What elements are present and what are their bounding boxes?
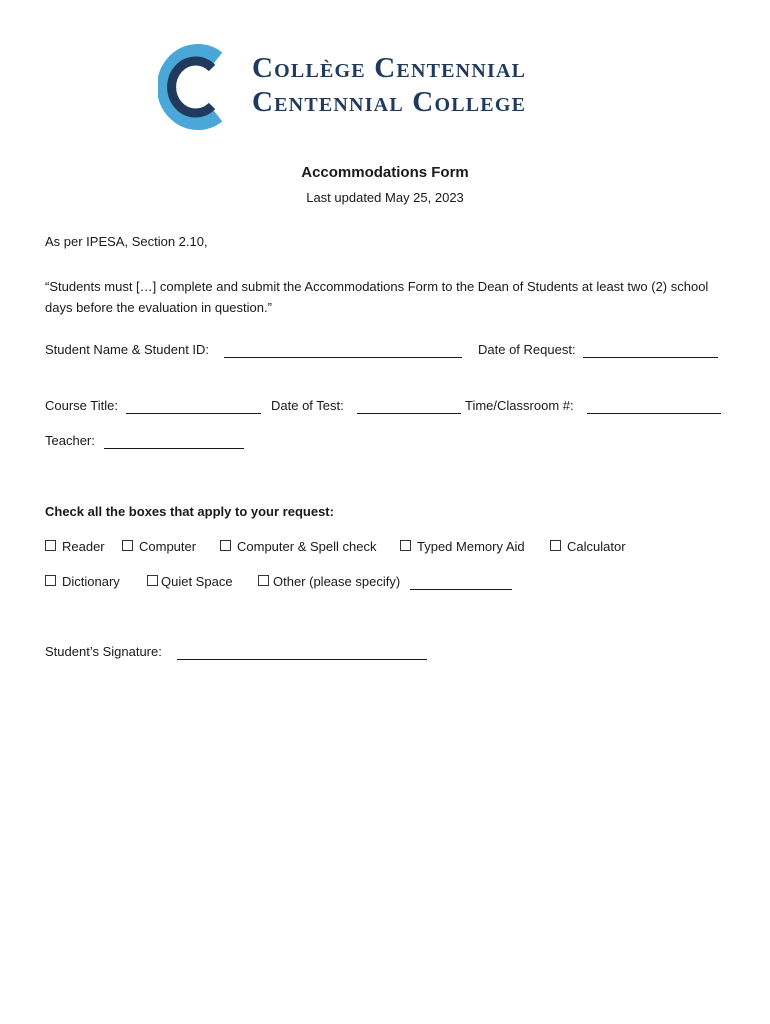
signature-field[interactable] xyxy=(177,645,427,660)
checkbox-icon[interactable] xyxy=(258,575,269,586)
date-request-label: Date of Request: xyxy=(478,342,576,357)
checkbox-icon[interactable] xyxy=(45,540,56,551)
option-calculator[interactable]: Calculator xyxy=(550,539,626,554)
course-title-field[interactable] xyxy=(126,399,261,414)
logo-name-french: Collège Centennial xyxy=(252,52,527,84)
option-computer[interactable]: Computer xyxy=(122,539,196,554)
student-name-field[interactable] xyxy=(224,343,462,358)
date-request-field[interactable] xyxy=(583,343,718,358)
policy-reference: As per IPESA, Section 2.10, xyxy=(45,234,208,249)
checkbox-icon[interactable] xyxy=(550,540,561,551)
checkbox-icon[interactable] xyxy=(400,540,411,551)
signature-label: Student’s Signature: xyxy=(45,644,162,659)
teacher-field[interactable] xyxy=(104,434,244,449)
college-logo xyxy=(158,44,618,132)
option-reader[interactable]: Reader xyxy=(45,539,105,554)
option-other[interactable]: Other (please specify) xyxy=(258,574,400,589)
other-specify-field[interactable] xyxy=(410,575,512,590)
checkbox-icon[interactable] xyxy=(45,575,56,586)
option-spell-check[interactable]: Computer & Spell check xyxy=(220,539,376,554)
option-dictionary[interactable]: Dictionary xyxy=(45,574,120,589)
checkbox-icon[interactable] xyxy=(220,540,231,551)
checkbox-heading: Check all the boxes that apply to your request: xyxy=(45,504,334,519)
form-title: Accommodations Form xyxy=(301,164,469,181)
student-name-label: Student Name & Student ID: xyxy=(45,342,210,357)
date-test-label: Date of Test: xyxy=(271,398,344,413)
option-quiet-space[interactable]: Quiet Space xyxy=(147,574,233,589)
option-memory-aid[interactable]: Typed Memory Aid xyxy=(400,539,525,554)
teacher-label: Teacher: xyxy=(45,433,95,448)
checkbox-icon[interactable] xyxy=(147,575,158,586)
course-title-label: Course Title: xyxy=(45,398,118,413)
date-test-field[interactable] xyxy=(357,399,461,414)
last-updated: Last updated May 25, 2023 xyxy=(306,190,464,205)
time-classroom-field[interactable] xyxy=(587,399,721,414)
college-c-logo-icon xyxy=(158,44,228,130)
logo-name-english: Centennial College xyxy=(252,86,527,118)
time-classroom-label: Time/Classroom #: xyxy=(465,398,574,413)
checkbox-icon[interactable] xyxy=(122,540,133,551)
policy-quote: “Students must […] complete and submit the Accommodations Form to the Dean of Students at least two (2) school days before the evaluation in question.” xyxy=(45,279,709,315)
